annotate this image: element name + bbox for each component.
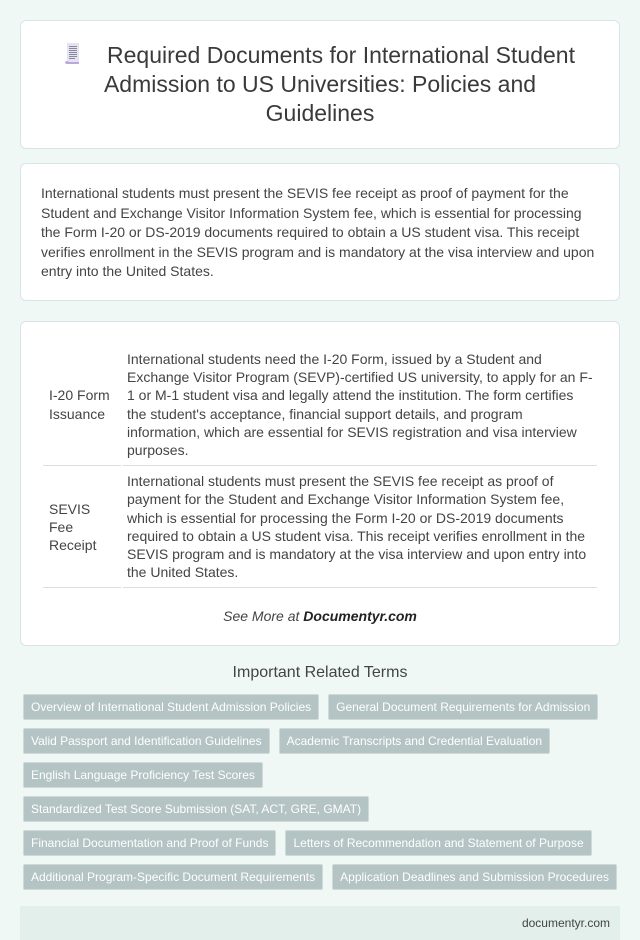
footer (20, 906, 620, 940)
details-table (41, 344, 599, 588)
intro-paragraph: International students must present the SEVIS fee receipt as proof of payment for the Student and Exchange Visitor Information System fee, which is essential for processing the Form I-20 or DS-2019 documents required to obtain a US student visa. This receipt verifies enrollment in the SEVIS program and is mandatory at the visa interview and upon entry into the United States. (41, 185, 595, 279)
document-scroll-icon (65, 43, 81, 65)
page-title-text: Required Documents for International Student Admission to US Universities: Policies and Guidelines (103, 42, 575, 126)
title-card (20, 20, 620, 149)
row-description: International students must present the SEVIS fee receipt as proof of payment for the Student and Exchange Visitor Information System fee, which is essential for processing the Form I-20 or DS-2019 documents required to obtain a US student visa. This receipt verifies enrollment in the SEVIS program and is mandatory at the visa interview and upon entry into the United States. (123, 466, 597, 588)
table-row (43, 466, 597, 588)
table-row (43, 344, 597, 466)
related-term-tag[interactable]: English Language Proficiency Test Scores (23, 762, 263, 788)
see-more (41, 608, 599, 624)
related-term-tag[interactable]: General Document Requirements for Admission (328, 694, 598, 720)
footer-site-link[interactable]: documentyr.com (521, 916, 610, 930)
related-terms-list (20, 694, 620, 890)
intro-card (20, 163, 620, 301)
row-term: I-20 Form Issuance (43, 344, 121, 466)
see-more-prefix: See More at (223, 608, 304, 625)
related-term-tag[interactable]: Standardized Test Score Submission (SAT, ACT, GRE, GMAT) (23, 796, 369, 822)
row-term: SEVIS Fee Receipt (43, 466, 121, 588)
related-term-tag[interactable]: Financial Documentation and Proof of Funds (23, 830, 276, 856)
related-terms-heading: Important Related Terms (232, 664, 408, 681)
related-term-tag[interactable]: Additional Program-Specific Document Requirements (23, 864, 323, 890)
see-more-link[interactable]: Documentyr.com (303, 608, 417, 625)
related-term-tag[interactable]: Valid Passport and Identification Guidelines (23, 728, 270, 754)
row-description: International students need the I-20 Form, issued by a Student and Exchange Visitor Program (SEVP)-certified US university, to apply for an F-1 or M-1 student visa and legally attend the institution. The form certifies the student's acceptance, financial support details, and program information, which are essential for SEVIS registration and visa interview purposes. (123, 344, 597, 466)
related-term-tag[interactable]: Letters of Recommendation and Statement of Purpose (285, 830, 591, 856)
related-term-tag[interactable]: Application Deadlines and Submission Procedures (332, 864, 617, 890)
related-term-tag[interactable]: Overview of International Student Admission Policies (23, 694, 319, 720)
details-card (20, 321, 620, 646)
related-terms-section (20, 664, 620, 890)
page-title (51, 41, 589, 128)
related-term-tag[interactable]: Academic Transcripts and Credential Evaluation (279, 728, 550, 754)
